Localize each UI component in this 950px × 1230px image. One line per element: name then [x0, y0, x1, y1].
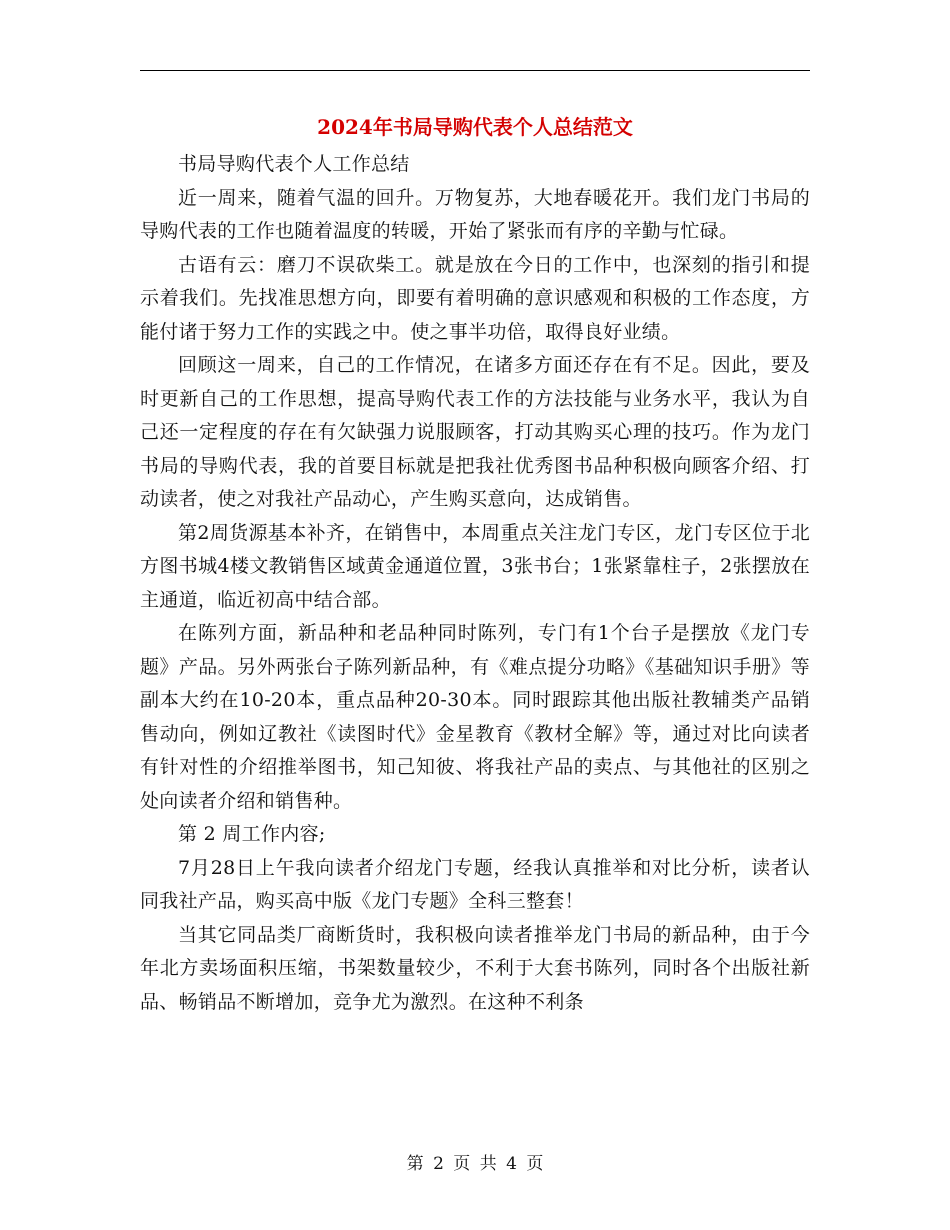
paragraph: 古语有云：磨刀不误砍柴工。就是放在今日的工作中，也深刻的指引和提示着我们。先找准思想方向，即要有着明确的意识感观和积极的工作态度，方能付诸于努力工作的实践之中。使之事半功倍，取得良好业绩。	[140, 253, 810, 343]
document-title: 2024年书局导购代表个人总结范文	[317, 115, 633, 139]
paragraph-subtitle: 书局导购代表个人工作总结	[178, 153, 410, 175]
paragraph: 回顾这一周来，自己的工作情况，在诸多方面还存在有不足。因此，要及时更新自己的工作思想，提高导购代表工作的方法技能与业务水平，我认为自己还一定程度的存在有欠缺强力说服顾客，打动其购买心理的技巧。作为龙门书局的导购代表，我的首要目标就是把我社优秀图书品种积极向顾客介绍、打动读者，使之对我社产品动心，产生购买意向，达成销售。	[140, 354, 810, 510]
document-body	[140, 148, 810, 1019]
header-rule	[140, 70, 810, 71]
paragraph: 7月28日上午我向读者介绍龙门专题，经我认真推举和对比分析，读者认同我社产品，购买高中版《龙门专题》全科三整套！	[140, 856, 810, 912]
paragraph: 第2周货源基本补齐，在销售中，本周重点关注龙门专区，龙门专区位于北方图书城4楼文教销售区域黄金通道位置，3张书台；1张紧靠柱子，2张摆放在主通道，临近初高中结合部。	[140, 521, 810, 611]
paragraph: 近一周来，随着气温的回升。万物复苏，大地春暖花开。我们龙门书局的导购代表的工作也随着温度的转暖，开始了紧张而有序的辛勤与忙碌。	[140, 186, 810, 242]
paragraph: 在陈列方面，新品种和老品种同时陈列，专门有1个台子是摆放《龙门专题》产品。另外两张台子陈列新品种，有《难点提分功略》《基础知识手册》等副本大约在10-20本，重点品种20-30本。同时跟踪其他出版社教辅类产品销售动向，例如辽教社《读图时代》金星教育《教材全解》等，通过对比向读者有针对性的介绍推举图书，知己知彼、将我社产品的卖点、与其他社的区别之处向读者介绍和销售种。	[140, 622, 810, 812]
paragraph: 当其它同品类厂商断货时，我积极向读者推举龙门书局的新品种，由于今年北方卖场面积压缩，书架数量较少，不利于大套书陈列，同时各个出版社新品、畅销品不断增加，竞争尤为激烈。在这种不利条	[140, 923, 810, 1013]
page-number: 第 2 页 共 4 页	[406, 1154, 544, 1174]
paragraph-section-heading: 第 2 周工作内容;	[178, 823, 326, 845]
